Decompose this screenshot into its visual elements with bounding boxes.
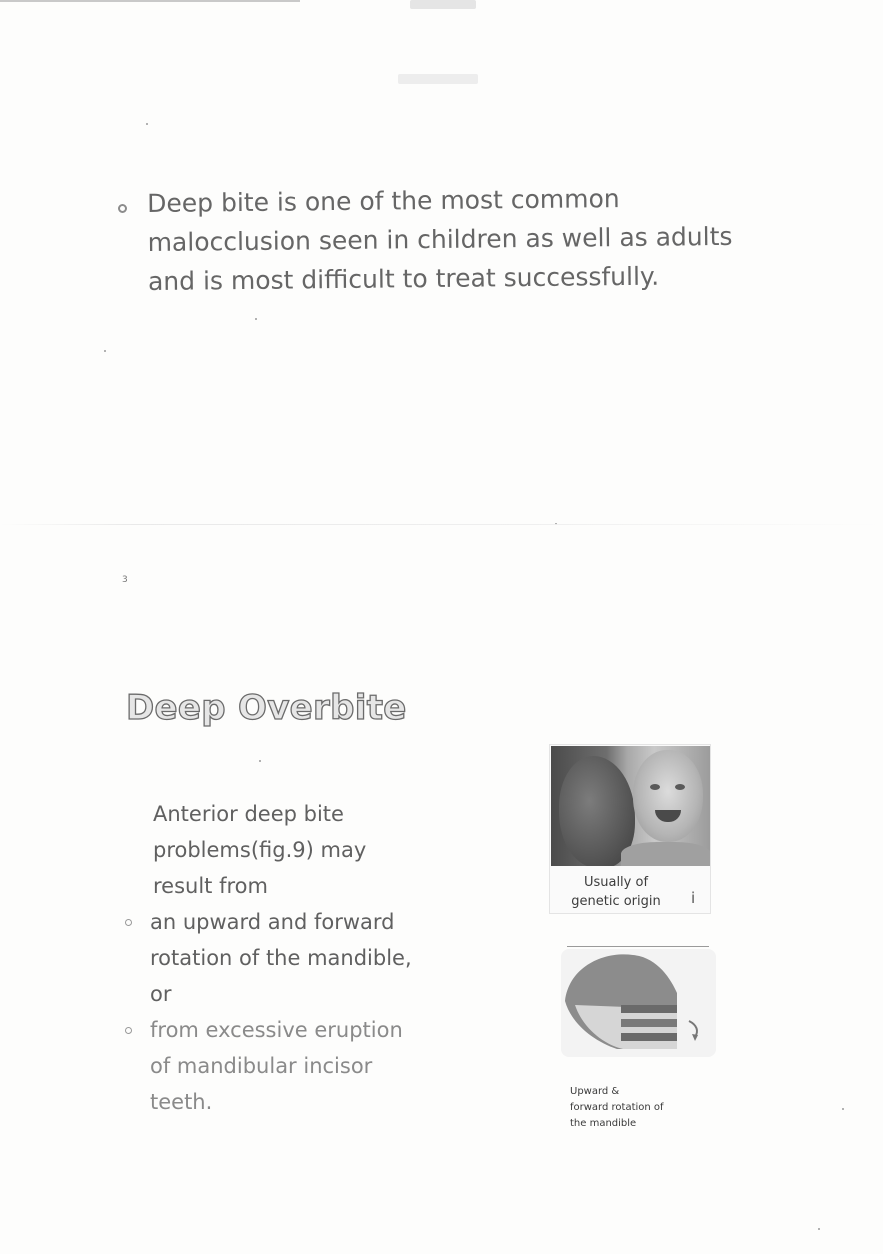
mandible-diagram-svg <box>561 949 716 1057</box>
list-item-text: an upward and forward rotation of the mandible, or <box>150 910 412 1006</box>
diagram-bar <box>621 1033 677 1041</box>
slide1-bullet-text: Deep bite is one of the most common malocclusion seen in children as well as adults and is most difficult to treat successfully. <box>147 184 733 296</box>
children-faces-photo <box>551 746 710 866</box>
figure2-caption-line: forward rotation of <box>570 1102 664 1113</box>
figure2-caption <box>570 1084 716 1132</box>
figure1-caption-line: Usually of <box>583 875 649 890</box>
eye-shape <box>650 784 660 790</box>
scan-speck <box>259 760 261 762</box>
arrowhead-icon <box>692 1034 698 1041</box>
slide2-intro-text: Anterior deep bite problems(fig.9) may result from <box>153 802 367 898</box>
figure-mandible-rotation <box>561 946 716 1134</box>
bleed-through-mark <box>410 0 476 9</box>
figure2-caption-line: the mandible <box>570 1118 637 1129</box>
bullet-icon <box>125 919 132 926</box>
diagram-bar <box>621 1019 677 1027</box>
bullet-icon <box>118 204 127 213</box>
eye-shape <box>675 784 685 790</box>
smiling-face-image <box>633 750 703 842</box>
slide-title: Deep Overbite <box>126 688 407 728</box>
page-number: 3 <box>122 575 128 585</box>
figure1-caption <box>556 873 676 911</box>
slide1-bullet-item <box>118 184 778 301</box>
list-item <box>125 1012 445 1120</box>
scan-speck <box>104 350 106 352</box>
scan-speck <box>255 318 257 320</box>
list-item-text: from excessive eruption of mandibular incisor teeth. <box>150 1018 403 1114</box>
mouth-shape <box>655 810 681 822</box>
diagram-bar <box>621 1005 677 1013</box>
figure2-caption-line: Upward & <box>570 1086 620 1097</box>
slide-divider <box>0 524 883 525</box>
bleed-through-mark <box>398 74 478 84</box>
figure1-caption-line: genetic origin <box>571 894 661 909</box>
scan-speck <box>818 1228 820 1230</box>
slide2-body <box>125 796 445 1120</box>
figure-genetic-origin <box>549 744 711 914</box>
scan-speck <box>146 123 148 125</box>
figure2-top-rule <box>567 946 709 947</box>
mandible-rotation-diagram <box>561 949 716 1057</box>
figure1-marker: i <box>691 889 696 907</box>
bullet-icon <box>125 1027 132 1034</box>
scan-speck <box>842 1108 844 1110</box>
shoulders-image <box>621 842 710 866</box>
list-item <box>125 904 445 1012</box>
scan-edge-line <box>0 0 300 2</box>
